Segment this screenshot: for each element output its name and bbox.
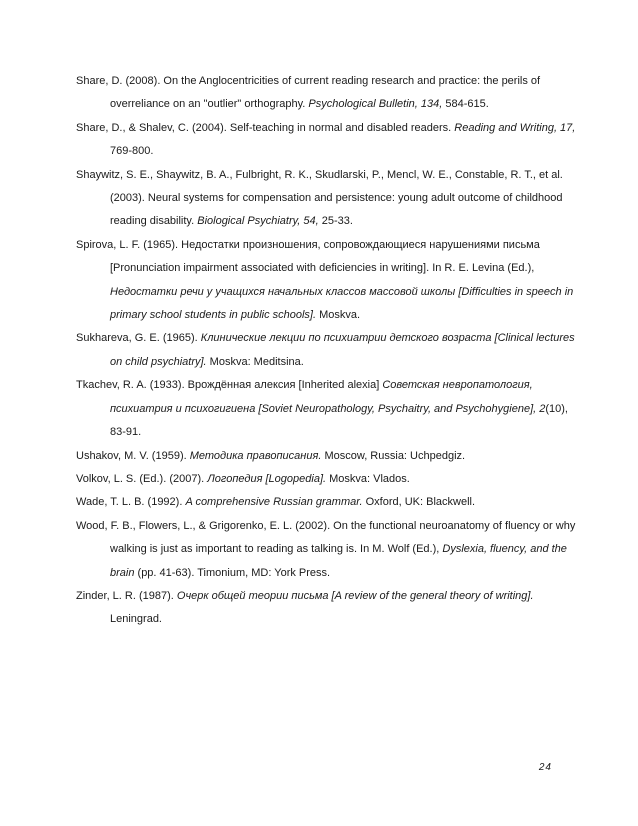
page-number: 24	[538, 762, 552, 773]
reference-list	[76, 70, 576, 632]
reference-text-end: Moscow, Russia: Uchpedgiz.	[321, 449, 466, 462]
reference-text: Volkov, L. S. (Ed.). (2007).	[76, 472, 208, 485]
reference-text-end: (10), 83-91.	[110, 402, 568, 439]
reference-entry	[76, 445, 576, 468]
reference-text-end: Moskva.	[316, 309, 361, 322]
reference-italic: Biological Psychiatry, 54,	[197, 215, 319, 228]
reference-text: Wade, T. L. B. (1992).	[76, 496, 186, 509]
reference-text-end: 25-33.	[318, 215, 353, 228]
reference-italic: Reading and Writing, 17,	[454, 121, 576, 134]
reference-italic: Psychological Bulletin, 134,	[308, 98, 443, 111]
reference-text-end: Moskva: Vlados.	[326, 472, 410, 485]
reference-entry	[76, 327, 576, 374]
reference-italic: Очерк общей теории письма [A review of the general theory of writing].	[176, 589, 534, 602]
reference-text: Wood, F. B., Flowers, L., & Grigorenko, E. L. (2002). On the functional neuroanatomy of fluency or why walking is just as important to reading as talking is. In M. Wolf (Ed.),	[76, 519, 576, 556]
reference-text: Shaywitz, S. E., Shaywitz, B. A., Fulbright, R. K., Skudlarski, P., Mencl, W. E., Constable, R. T., et al. (2003). Neural systems for compensation and persistence: young adult outcome of childhood reading disability.	[76, 168, 563, 228]
reference-italic: Клинические лекции по психиатрии детского возраста [Clinical lectures on child psychiatry].	[110, 332, 575, 368]
reference-entry	[76, 585, 576, 632]
reference-text: Share, D., & Shalev, C. (2004). Self-teaching in normal and disabled readers.	[76, 121, 455, 134]
reference-entry	[76, 234, 576, 328]
reference-text-end: Moskva: Meditsina.	[206, 355, 304, 368]
reference-entry	[76, 515, 576, 585]
reference-italic: Советская невропатология, психиатрия и психогигиена [Soviet Neuropathology, Psychaitry, and Psychohygiene], 2	[110, 379, 546, 415]
reference-entry	[76, 117, 576, 164]
reference-italic: Логопедия [Logopedia].	[207, 472, 327, 485]
reference-entry	[76, 468, 576, 491]
reference-entry	[76, 374, 576, 444]
reference-text: Tkachev, R. A. (1933). Врождённая алексия [Inherited alexia]	[76, 379, 383, 392]
reference-entry	[76, 491, 576, 514]
reference-text-end: 584-615.	[442, 98, 489, 111]
reference-italic: Dyslexia, fluency, and the brain	[110, 543, 567, 579]
reference-text-end: (pp. 41-63). Timonium, MD: York Press.	[134, 566, 331, 579]
reference-text-end: 769-800.	[110, 145, 154, 158]
reference-text: Spirova, L. F. (1965). Недостатки произношения, сопровождающиеся нарушениями письма [Pronunciation impairment associated with deficiencies in writing]. In R. E. Levina (Ed.),	[76, 238, 540, 275]
reference-text: Zinder, L. R. (1987).	[76, 589, 177, 602]
reference-text: Sukhareva, G. E. (1965).	[76, 332, 201, 345]
reference-italic: Недостатки речи у учащихся начальных классов массовой школы [Difficulties in speech in primary school students in public schools].	[110, 285, 574, 322]
reference-italic: A comprehensive Russian grammar.	[185, 496, 363, 509]
reference-entry	[76, 70, 576, 117]
reference-italic: Методика правописания.	[189, 449, 322, 462]
reference-text-end: Oxford, UK: Blackwell.	[362, 496, 476, 509]
reference-text: Share, D. (2008). On the Anglocentricities of current reading research and practice: the perils of overreliance on an "outlier" orthography.	[76, 75, 541, 111]
reference-text: Ushakov, M. V. (1959).	[76, 449, 190, 462]
reference-text-end: Leningrad.	[110, 613, 162, 626]
reference-entry	[76, 164, 576, 234]
